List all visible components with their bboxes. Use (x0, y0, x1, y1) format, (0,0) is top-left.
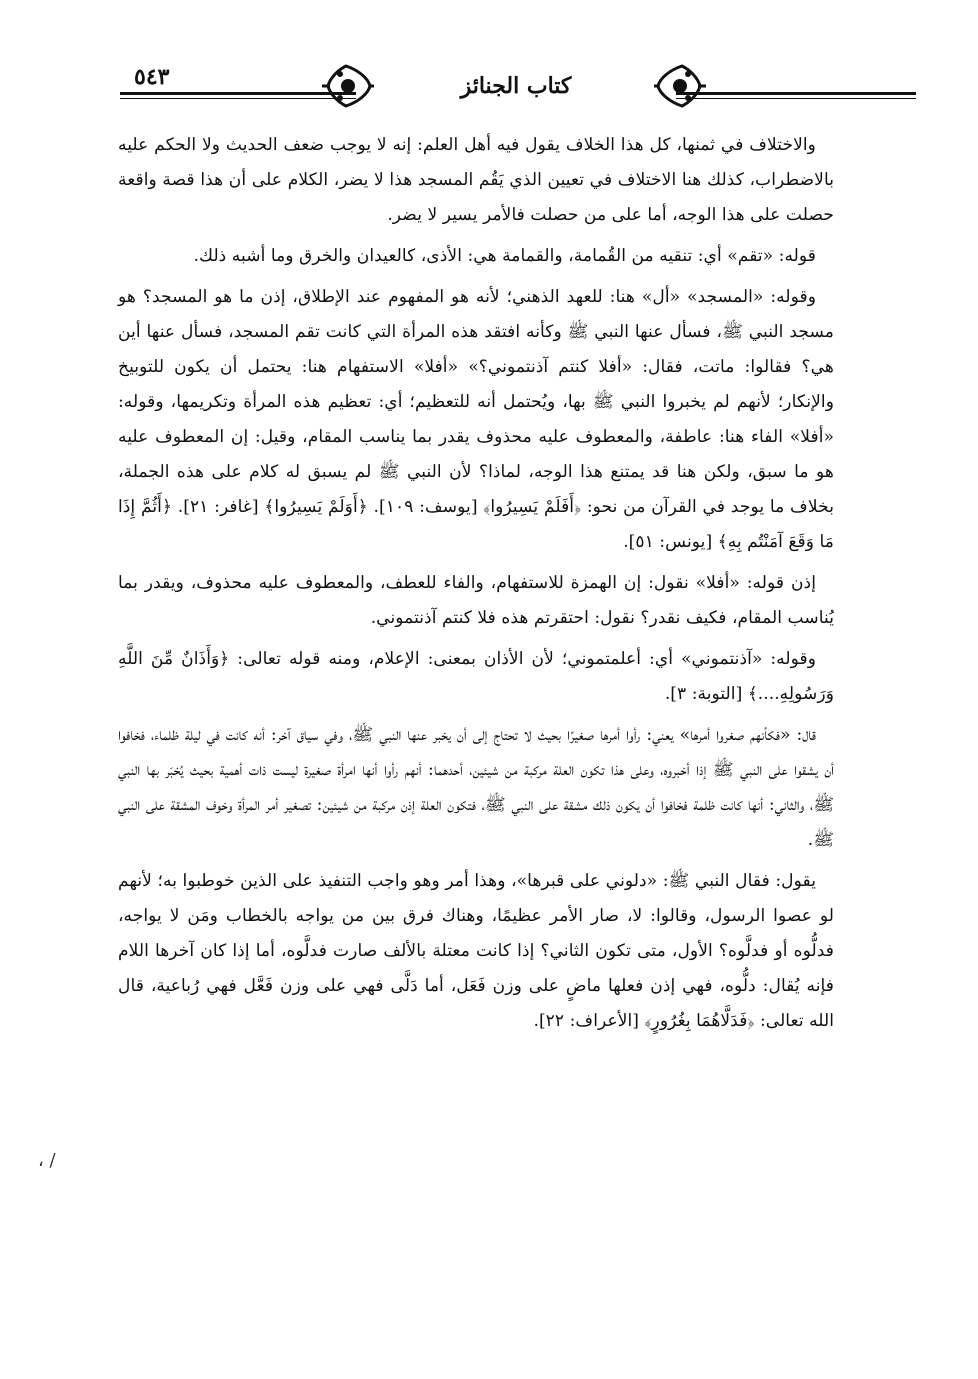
paragraph: قوله: «تقم» أي: تنقيه من القُمامة، والقمامة هي: الأذى، كالعيدان والخرق وما أشبه ذلك. (193, 246, 816, 266)
chapter-title: كتاب الجنائز (460, 73, 572, 99)
page-header (120, 62, 916, 120)
body-text (118, 128, 834, 1039)
paragraph: قال: «فكأنهم صغروا أمرها» يعني: رأوا أمرها صغيرًا بحيث لا تحتاج إلى أن يخبر عنها النبي ﷺ، وفي سياق آخر: أنه كانت في ليلة ظلماء، فخافوا أن يشقوا على النبي ﷺ إذا أخبروه، وعلى هذا تكون العلة مركبة من شيئين، أحدهما: أنهم رأوا أنها امرأة صغيرة ليست ذات أهمية بحيث يُخبَر بها النبي ﷺ، والثاني: أنها كانت ظلمة فخافوا أن يكون ذلك مشقة على النبي ﷺ، فتكون العلة إذن مركبة من شيئين: تصغير أمر المرأة وخوف المشقة على النبي ﷺ. (118, 725, 834, 850)
margin-mark: ، / (38, 1150, 56, 1171)
paragraph: وقوله: «المسجد» «أل» هنا: للعهد الذهني؛ لأنه هو المفهوم عند الإطلاق، إذن ما هو المسجد؟ هو مسجد النبي ﷺ، فسأل عنها النبي ﷺ وكأنه افتقد هذه المرأة التي كانت تقم المسجد، فسأل عنها أين هي؟ فقالوا: ماتت، فقال: «أفلا كنتم آذنتموني؟» «أفلا» الاستفهام هنا: يحتمل أن يكون للتوبيخ والإنكار؛ لأنهم لم يخبروا النبي ﷺ بها، ويُحتمل أنه للتعظيم؛ أي: تعظيم هذه المرأة وتكريمها، وقوله: «أفلا» الفاء هنا: عاطفة، والمعطوف عليه محذوف يقدر بما يناسب المقام، وقيل: إن المعطوف عليه هو ما سبق، ولكن هنا قد يمتنع هذا الوجه، لماذا؟ لأن النبي ﷺ لم يسبق له كلام على هذه الجملة، بخلاف ما يوجد في القرآن من نحو: ﴿أَفَلَمْ يَسِيرُوا﴾ [يوسف: ١٠٩]. ﴿أَوَلَمْ يَسِيرُوا﴾ [غافر: ٢١]. ﴿أَثُمَّ إِذَا مَا وَقَعَ آمَنْتُم بِهِ﴾ [يونس: ٥١]. (118, 287, 835, 552)
paragraph: وقوله: «آذنتموني» أي: أعلمتموني؛ لأن الأذان بمعنى: الإعلام، ومنه قوله تعالى: ﴿وَأَذَانٌ مِّنَ اللَّهِ وَرَسُولِهِ....﴾ [التوبة: ٣]. (118, 649, 834, 704)
paragraph: والاختلاف في ثمنها، كل هذا الخلاف يقول فيه أهل العلم: إنه لا يوجب ضعف الحديث ولا الحكم عليه بالاضطراب، كذلك هنا الاختلاف في تعيين الذي يَقُم المسجد هذا لا يضر، الكلام على أن هذا قصة واقعة حصلت على هذا الوجه، أما على من حصلت فالأمر يسير لا يضر. (118, 135, 834, 225)
page-number: ٥٤٣ (134, 64, 170, 90)
title-frame (356, 62, 676, 110)
ornament-left-icon (318, 62, 374, 110)
ornament-right-icon (654, 62, 710, 110)
paragraph: يقول: فقال النبي ﷺ: «دلوني على قبرها»، وهذا أمر وهو واجب التنفيذ على الذين خوطبوا به؛ لأنهم لو عصوا الرسول، وقالوا: لا، صار الأمر عظيمًا، وهناك فرق بين من يواجه بالخطاب ومَن لا يواجه، فدلُّوه أو فدلَّوه؟ الأول، متى تكون الثاني؟ إذا كانت معتلة بالألف صارت فدلَّوه، أما إذا كان آخرها اللام فإنه يُقال: دلُّوه، فهي إذن فعلها ماضٍ على وزن فَعَل، أما دَلَّى فهي على وزن فَعَّل فهي رُباعية، قال الله تعالى: ﴿فَدَلَّاهُمَا بِغُرُورٍ﴾ [الأعراف: ٢٢]. (118, 871, 834, 1031)
paragraph: إذن قوله: «أفلا» نقول: إن الهمزة للاستفهام، والفاء للعطف، والمعطوف عليه محذوف، ويقدر بما يُناسب المقام، فكيف نقدر؟ نقول: احتقرتم هذه فلا كنتم آذنتموني. (118, 573, 834, 628)
